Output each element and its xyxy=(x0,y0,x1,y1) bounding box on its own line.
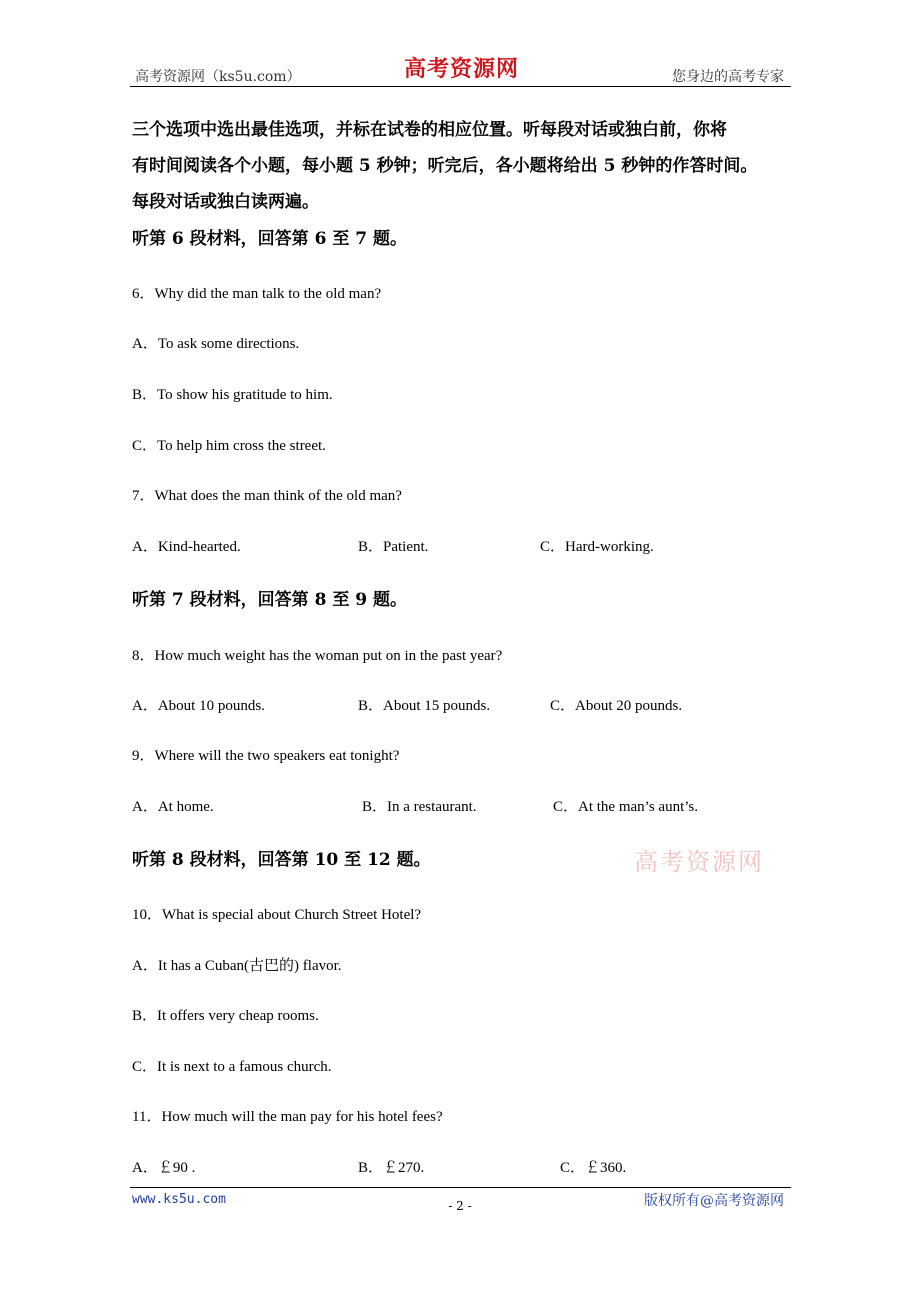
option-7a: A．Kind-hearted. xyxy=(132,539,241,555)
option-11b: B．￡270. xyxy=(358,1160,425,1176)
option-8c: C．About 20 pounds. xyxy=(550,698,683,714)
option-9a: A．At home. xyxy=(132,799,214,815)
instruction-line-2: 有时间阅读各个小题，每小题 5 秒钟；听完后，各小题将给出 5 秒钟的作答时间。 xyxy=(132,156,758,176)
page-number: - 2 - xyxy=(448,1199,472,1213)
option-7c: C．Hard-working. xyxy=(540,539,654,555)
question-10: 10．What is special about Church Street Hotel? xyxy=(132,907,422,923)
site-logo: 高考资源网 xyxy=(404,56,520,82)
header-slogan: 您身边的高考专家 xyxy=(672,69,784,85)
section-heading: 听第 8 段材料，回答第 10 至 12 题。 xyxy=(132,850,431,870)
footer-copyright: 版权所有@高考资源网 xyxy=(644,1193,784,1209)
header-divider xyxy=(130,86,791,87)
footer-site-link[interactable]: www.ks5u.com xyxy=(132,1192,226,1207)
instruction-line-3: 每段对话或独白读两遍。 xyxy=(132,192,319,212)
option-10c: C．It is next to a famous church. xyxy=(132,1059,332,1075)
option-11c: C．￡360. xyxy=(560,1160,627,1176)
option-9c: C．At the man’s aunt’s. xyxy=(553,799,698,815)
option-6b: B．To show his gratitude to him. xyxy=(132,387,333,403)
option-8b: B．About 15 pounds. xyxy=(358,698,491,714)
option-6a: A．To ask some directions. xyxy=(132,336,300,352)
question-6: 6．Why did the man talk to the old man? xyxy=(132,286,382,302)
section-heading: 听第 7 段材料，回答第 8 至 9 题。 xyxy=(132,590,407,610)
option-10b: B．It offers very cheap rooms. xyxy=(132,1008,319,1024)
option-9b: B．In a restaurant. xyxy=(362,799,477,815)
question-9: 9．Where will the two speakers eat tonight? xyxy=(132,748,400,764)
footer-divider xyxy=(130,1187,791,1188)
section-heading: 听第 6 段材料，回答第 6 至 7 题。 xyxy=(132,229,407,249)
instruction-line-1: 三个选项中选出最佳选项，并标在试卷的相应位置。听每段对话或独白前，你将 xyxy=(132,120,727,140)
watermark-logo: 高考资源网 xyxy=(634,848,764,876)
question-7: 7．What does the man think of the old man? xyxy=(132,488,402,504)
question-8: 8．How much weight has the woman put on in the past year? xyxy=(132,648,503,664)
question-11: 11．How much will the man pay for his hotel fees? xyxy=(132,1109,443,1125)
option-8a: A．About 10 pounds. xyxy=(132,698,265,714)
header-site-name: 高考资源网（ks5u.com） xyxy=(135,69,301,85)
option-11a: A．￡90 . xyxy=(132,1160,196,1176)
option-10a: A．It has a Cuban(古巴的) flavor. xyxy=(132,958,342,974)
option-6c: C．To help him cross the street. xyxy=(132,438,326,454)
option-7b: B．Patient. xyxy=(358,539,429,555)
